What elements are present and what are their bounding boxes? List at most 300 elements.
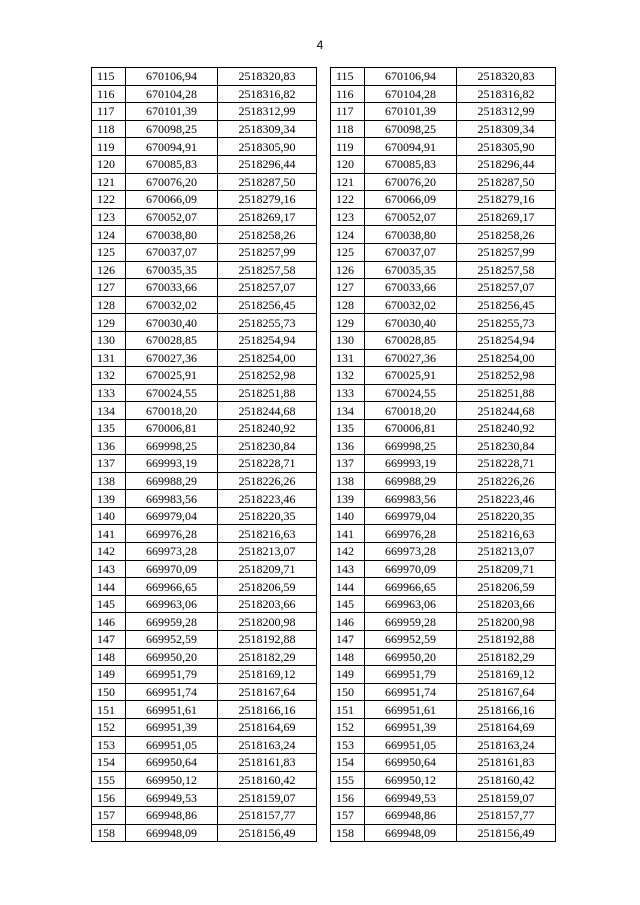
x-coordinate-cell: 670025,91 [126, 367, 218, 385]
point-number-cell: 150 [331, 683, 365, 701]
x-coordinate-cell: 670006,81 [365, 419, 457, 437]
table-row [331, 455, 556, 473]
y-coordinate-cell: 2518255,73 [457, 314, 556, 332]
x-coordinate-cell: 669948,09 [126, 824, 218, 842]
table-row [331, 226, 556, 244]
y-coordinate-cell: 2518312,99 [218, 103, 317, 121]
table-row [331, 191, 556, 209]
y-coordinate-cell: 2518257,07 [457, 279, 556, 297]
y-coordinate-cell: 2518251,88 [218, 384, 317, 402]
table-row [331, 331, 556, 349]
table-row [92, 279, 317, 297]
point-number-cell: 145 [331, 595, 365, 613]
y-coordinate-cell: 2518216,63 [218, 525, 317, 543]
point-number-cell: 117 [92, 103, 126, 121]
point-number-cell: 124 [92, 226, 126, 244]
x-coordinate-cell: 669950,12 [126, 771, 218, 789]
point-number-cell: 143 [92, 560, 126, 578]
table-row [92, 138, 317, 156]
y-coordinate-cell: 2518159,07 [218, 789, 317, 807]
x-coordinate-cell: 669949,53 [126, 789, 218, 807]
table-row [92, 226, 317, 244]
x-coordinate-cell: 670025,91 [365, 367, 457, 385]
point-number-cell: 132 [92, 367, 126, 385]
x-coordinate-cell: 670035,35 [365, 261, 457, 279]
x-coordinate-cell: 669951,61 [126, 701, 218, 719]
point-number-cell: 135 [92, 419, 126, 437]
table-row [331, 560, 556, 578]
y-coordinate-cell: 2518269,17 [457, 208, 556, 226]
point-number-cell: 127 [331, 279, 365, 297]
x-coordinate-cell: 669993,19 [365, 455, 457, 473]
table-row [331, 666, 556, 684]
point-number-cell: 155 [331, 771, 365, 789]
y-coordinate-cell: 2518257,07 [218, 279, 317, 297]
table-row [92, 718, 317, 736]
table-row [92, 595, 317, 613]
point-number-cell: 147 [92, 631, 126, 649]
point-number-cell: 126 [331, 261, 365, 279]
y-coordinate-cell: 2518309,34 [218, 120, 317, 138]
table-row [92, 824, 317, 842]
point-number-cell: 123 [331, 208, 365, 226]
y-coordinate-cell: 2518256,45 [457, 296, 556, 314]
point-number-cell: 128 [331, 296, 365, 314]
table-row [331, 279, 556, 297]
table-row [331, 85, 556, 103]
point-number-cell: 139 [92, 490, 126, 508]
point-number-cell: 143 [331, 560, 365, 578]
point-number-cell: 125 [331, 243, 365, 261]
x-coordinate-cell: 669983,56 [365, 490, 457, 508]
table-row [92, 173, 317, 191]
y-coordinate-cell: 2518223,46 [457, 490, 556, 508]
y-coordinate-cell: 2518258,26 [457, 226, 556, 244]
point-number-cell: 156 [331, 789, 365, 807]
x-coordinate-cell: 670024,55 [126, 384, 218, 402]
table-row [92, 736, 317, 754]
table-row [92, 613, 317, 631]
y-coordinate-cell: 2518206,59 [218, 578, 317, 596]
y-coordinate-cell: 2518305,90 [457, 138, 556, 156]
point-number-cell: 131 [92, 349, 126, 367]
point-number-cell: 158 [92, 824, 126, 842]
point-number-cell: 157 [92, 806, 126, 824]
point-number-cell: 134 [331, 402, 365, 420]
x-coordinate-cell: 669970,09 [126, 560, 218, 578]
table-row [92, 349, 317, 367]
x-coordinate-cell: 669951,05 [365, 736, 457, 754]
table-row [331, 683, 556, 701]
point-number-cell: 142 [92, 543, 126, 561]
y-coordinate-cell: 2518254,94 [218, 331, 317, 349]
y-coordinate-cell: 2518161,83 [218, 754, 317, 772]
y-coordinate-cell: 2518156,49 [457, 824, 556, 842]
x-coordinate-cell: 669951,74 [365, 683, 457, 701]
table-row [92, 296, 317, 314]
y-coordinate-cell: 2518213,07 [218, 543, 317, 561]
y-coordinate-cell: 2518159,07 [457, 789, 556, 807]
table-row [92, 560, 317, 578]
page-number: 4 [316, 38, 324, 52]
point-number-cell: 144 [331, 578, 365, 596]
y-coordinate-cell: 2518230,84 [218, 437, 317, 455]
table-row [92, 367, 317, 385]
y-coordinate-cell: 2518206,59 [457, 578, 556, 596]
x-coordinate-cell: 669998,25 [365, 437, 457, 455]
y-coordinate-cell: 2518213,07 [457, 543, 556, 561]
table-row [92, 666, 317, 684]
y-coordinate-cell: 2518200,98 [218, 613, 317, 631]
point-number-cell: 120 [331, 155, 365, 173]
point-number-cell: 119 [92, 138, 126, 156]
point-number-cell: 140 [331, 507, 365, 525]
table-row [331, 754, 556, 772]
point-number-cell: 141 [92, 525, 126, 543]
x-coordinate-cell: 669963,06 [365, 595, 457, 613]
table-row [92, 314, 317, 332]
y-coordinate-cell: 2518269,17 [218, 208, 317, 226]
table-row [92, 155, 317, 173]
y-coordinate-cell: 2518251,88 [457, 384, 556, 402]
y-coordinate-cell: 2518257,99 [457, 243, 556, 261]
table-row [331, 736, 556, 754]
y-coordinate-cell: 2518166,16 [218, 701, 317, 719]
table-row [92, 103, 317, 121]
point-number-cell: 149 [331, 666, 365, 684]
point-number-cell: 145 [92, 595, 126, 613]
point-number-cell: 157 [331, 806, 365, 824]
table-row [331, 543, 556, 561]
point-number-cell: 148 [331, 648, 365, 666]
y-coordinate-cell: 2518157,77 [457, 806, 556, 824]
x-coordinate-cell: 670033,66 [365, 279, 457, 297]
table-row [331, 824, 556, 842]
table-row [331, 155, 556, 173]
point-number-cell: 129 [331, 314, 365, 332]
x-coordinate-cell: 670076,20 [126, 173, 218, 191]
table-row [331, 384, 556, 402]
y-coordinate-cell: 2518244,68 [457, 402, 556, 420]
x-coordinate-cell: 670018,20 [126, 402, 218, 420]
x-coordinate-cell: 669979,04 [126, 507, 218, 525]
y-coordinate-cell: 2518320,83 [457, 68, 556, 86]
x-coordinate-cell: 669970,09 [365, 560, 457, 578]
table-row [92, 631, 317, 649]
x-coordinate-cell: 669949,53 [365, 789, 457, 807]
x-coordinate-cell: 669948,86 [365, 806, 457, 824]
x-coordinate-cell: 670052,07 [126, 208, 218, 226]
point-number-cell: 124 [331, 226, 365, 244]
x-coordinate-cell: 670032,02 [126, 296, 218, 314]
point-number-cell: 122 [331, 191, 365, 209]
point-number-cell: 125 [92, 243, 126, 261]
table-row [331, 138, 556, 156]
x-coordinate-cell: 669950,64 [126, 754, 218, 772]
x-coordinate-cell: 669979,04 [365, 507, 457, 525]
y-coordinate-cell: 2518169,12 [218, 666, 317, 684]
point-number-cell: 152 [331, 718, 365, 736]
x-coordinate-cell: 670098,25 [126, 120, 218, 138]
x-coordinate-cell: 669959,28 [126, 613, 218, 631]
table-row [331, 718, 556, 736]
point-number-cell: 139 [331, 490, 365, 508]
y-coordinate-cell: 2518287,50 [457, 173, 556, 191]
y-coordinate-cell: 2518156,49 [218, 824, 317, 842]
table-row [92, 507, 317, 525]
x-coordinate-cell: 669983,56 [126, 490, 218, 508]
table-row [92, 243, 317, 261]
y-coordinate-cell: 2518223,46 [218, 490, 317, 508]
x-coordinate-cell: 669952,59 [126, 631, 218, 649]
y-coordinate-cell: 2518230,84 [457, 437, 556, 455]
y-coordinate-cell: 2518200,98 [457, 613, 556, 631]
x-coordinate-cell: 669993,19 [126, 455, 218, 473]
table-row [92, 472, 317, 490]
x-coordinate-cell: 669950,20 [126, 648, 218, 666]
x-coordinate-cell: 669951,79 [126, 666, 218, 684]
y-coordinate-cell: 2518312,99 [457, 103, 556, 121]
y-coordinate-cell: 2518287,50 [218, 173, 317, 191]
point-number-cell: 155 [92, 771, 126, 789]
y-coordinate-cell: 2518254,00 [218, 349, 317, 367]
y-coordinate-cell: 2518167,64 [457, 683, 556, 701]
table-row [331, 349, 556, 367]
y-coordinate-cell: 2518296,44 [218, 155, 317, 173]
x-coordinate-cell: 670106,94 [126, 68, 218, 86]
point-number-cell: 146 [92, 613, 126, 631]
y-coordinate-cell: 2518257,99 [218, 243, 317, 261]
table-row [92, 68, 317, 86]
coordinates-table-right [330, 67, 556, 842]
x-coordinate-cell: 669951,61 [365, 701, 457, 719]
x-coordinate-cell: 669950,12 [365, 771, 457, 789]
table-row [92, 771, 317, 789]
x-coordinate-cell: 670038,80 [365, 226, 457, 244]
point-number-cell: 119 [331, 138, 365, 156]
y-coordinate-cell: 2518258,26 [218, 226, 317, 244]
point-number-cell: 142 [331, 543, 365, 561]
x-coordinate-cell: 670033,66 [126, 279, 218, 297]
point-number-cell: 149 [92, 666, 126, 684]
point-number-cell: 136 [92, 437, 126, 455]
table-row [92, 789, 317, 807]
table-row [92, 191, 317, 209]
x-coordinate-cell: 670030,40 [365, 314, 457, 332]
y-coordinate-cell: 2518296,44 [457, 155, 556, 173]
y-coordinate-cell: 2518203,66 [218, 595, 317, 613]
point-number-cell: 138 [331, 472, 365, 490]
y-coordinate-cell: 2518228,71 [218, 455, 317, 473]
x-coordinate-cell: 669950,20 [365, 648, 457, 666]
point-number-cell: 154 [92, 754, 126, 772]
y-coordinate-cell: 2518320,83 [218, 68, 317, 86]
table-row [92, 208, 317, 226]
x-coordinate-cell: 670098,25 [365, 120, 457, 138]
y-coordinate-cell: 2518316,82 [218, 85, 317, 103]
x-coordinate-cell: 670027,36 [126, 349, 218, 367]
y-coordinate-cell: 2518164,69 [457, 718, 556, 736]
point-number-cell: 116 [92, 85, 126, 103]
x-coordinate-cell: 669951,39 [365, 718, 457, 736]
x-coordinate-cell: 669976,28 [365, 525, 457, 543]
point-number-cell: 130 [92, 331, 126, 349]
y-coordinate-cell: 2518163,24 [218, 736, 317, 754]
x-coordinate-cell: 670037,07 [365, 243, 457, 261]
table-row [331, 578, 556, 596]
point-number-cell: 136 [331, 437, 365, 455]
x-coordinate-cell: 670106,94 [365, 68, 457, 86]
x-coordinate-cell: 669963,06 [126, 595, 218, 613]
x-coordinate-cell: 669948,86 [126, 806, 218, 824]
table-row [92, 490, 317, 508]
x-coordinate-cell: 669966,65 [365, 578, 457, 596]
point-number-cell: 151 [331, 701, 365, 719]
point-number-cell: 137 [92, 455, 126, 473]
table-row [331, 296, 556, 314]
table-row [331, 507, 556, 525]
point-number-cell: 130 [331, 331, 365, 349]
y-coordinate-cell: 2518192,88 [218, 631, 317, 649]
x-coordinate-cell: 670101,39 [365, 103, 457, 121]
table-row [331, 419, 556, 437]
point-number-cell: 129 [92, 314, 126, 332]
point-number-cell: 134 [92, 402, 126, 420]
y-coordinate-cell: 2518209,71 [218, 560, 317, 578]
x-coordinate-cell: 670028,85 [365, 331, 457, 349]
y-coordinate-cell: 2518257,58 [218, 261, 317, 279]
point-number-cell: 144 [92, 578, 126, 596]
table-row [92, 437, 317, 455]
point-number-cell: 133 [92, 384, 126, 402]
y-coordinate-cell: 2518228,71 [457, 455, 556, 473]
x-coordinate-cell: 670027,36 [365, 349, 457, 367]
x-coordinate-cell: 670028,85 [126, 331, 218, 349]
table-row [331, 367, 556, 385]
table-row [92, 384, 317, 402]
x-coordinate-cell: 670024,55 [365, 384, 457, 402]
x-coordinate-cell: 670101,39 [126, 103, 218, 121]
point-number-cell: 158 [331, 824, 365, 842]
point-number-cell: 154 [331, 754, 365, 772]
x-coordinate-cell: 669950,64 [365, 754, 457, 772]
x-coordinate-cell: 670094,91 [365, 138, 457, 156]
point-number-cell: 148 [92, 648, 126, 666]
y-coordinate-cell: 2518216,63 [457, 525, 556, 543]
point-number-cell: 141 [331, 525, 365, 543]
table-row [331, 314, 556, 332]
table-row [92, 701, 317, 719]
x-coordinate-cell: 670018,20 [365, 402, 457, 420]
point-number-cell: 126 [92, 261, 126, 279]
point-number-cell: 120 [92, 155, 126, 173]
point-number-cell: 128 [92, 296, 126, 314]
x-coordinate-cell: 670066,09 [365, 191, 457, 209]
x-coordinate-cell: 669951,39 [126, 718, 218, 736]
y-coordinate-cell: 2518226,26 [218, 472, 317, 490]
y-coordinate-cell: 2518254,94 [457, 331, 556, 349]
point-number-cell: 146 [331, 613, 365, 631]
x-coordinate-cell: 670104,28 [126, 85, 218, 103]
x-coordinate-cell: 669988,29 [126, 472, 218, 490]
y-coordinate-cell: 2518164,69 [218, 718, 317, 736]
y-coordinate-cell: 2518192,88 [457, 631, 556, 649]
x-coordinate-cell: 670006,81 [126, 419, 218, 437]
point-number-cell: 156 [92, 789, 126, 807]
table-row [331, 595, 556, 613]
table-row [92, 806, 317, 824]
point-number-cell: 151 [92, 701, 126, 719]
x-coordinate-cell: 669951,79 [365, 666, 457, 684]
x-coordinate-cell: 669951,05 [126, 736, 218, 754]
x-coordinate-cell: 670076,20 [365, 173, 457, 191]
y-coordinate-cell: 2518252,98 [218, 367, 317, 385]
y-coordinate-cell: 2518220,35 [457, 507, 556, 525]
x-coordinate-cell: 669998,25 [126, 437, 218, 455]
x-coordinate-cell: 670030,40 [126, 314, 218, 332]
table-row [331, 613, 556, 631]
table-row [92, 543, 317, 561]
y-coordinate-cell: 2518166,16 [457, 701, 556, 719]
point-number-cell: 153 [92, 736, 126, 754]
y-coordinate-cell: 2518257,58 [457, 261, 556, 279]
point-number-cell: 117 [331, 103, 365, 121]
y-coordinate-cell: 2518240,92 [457, 419, 556, 437]
table-row [92, 648, 317, 666]
point-number-cell: 137 [331, 455, 365, 473]
x-coordinate-cell: 670038,80 [126, 226, 218, 244]
table-row [331, 68, 556, 86]
table-row [331, 648, 556, 666]
y-coordinate-cell: 2518220,35 [218, 507, 317, 525]
coordinates-table-left [91, 67, 317, 842]
x-coordinate-cell: 669973,28 [365, 543, 457, 561]
x-coordinate-cell: 669948,09 [365, 824, 457, 842]
table-row [331, 525, 556, 543]
x-coordinate-cell: 670052,07 [365, 208, 457, 226]
y-coordinate-cell: 2518160,42 [218, 771, 317, 789]
x-coordinate-cell: 669973,28 [126, 543, 218, 561]
point-number-cell: 133 [331, 384, 365, 402]
table-row [331, 402, 556, 420]
point-number-cell: 115 [331, 68, 365, 86]
x-coordinate-cell: 670037,07 [126, 243, 218, 261]
y-coordinate-cell: 2518279,16 [457, 191, 556, 209]
y-coordinate-cell: 2518244,68 [218, 402, 317, 420]
point-number-cell: 140 [92, 507, 126, 525]
x-coordinate-cell: 670035,35 [126, 261, 218, 279]
y-coordinate-cell: 2518254,00 [457, 349, 556, 367]
table-row [92, 261, 317, 279]
point-number-cell: 150 [92, 683, 126, 701]
table-row [331, 631, 556, 649]
table-row [331, 472, 556, 490]
point-number-cell: 121 [331, 173, 365, 191]
table-row [331, 261, 556, 279]
table-row [331, 789, 556, 807]
point-number-cell: 116 [331, 85, 365, 103]
x-coordinate-cell: 669952,59 [365, 631, 457, 649]
y-coordinate-cell: 2518279,16 [218, 191, 317, 209]
x-coordinate-cell: 670032,02 [365, 296, 457, 314]
x-coordinate-cell: 670094,91 [126, 138, 218, 156]
table-row [92, 525, 317, 543]
table-row [92, 419, 317, 437]
y-coordinate-cell: 2518255,73 [218, 314, 317, 332]
y-coordinate-cell: 2518240,92 [218, 419, 317, 437]
table-row [331, 120, 556, 138]
table-row [92, 578, 317, 596]
